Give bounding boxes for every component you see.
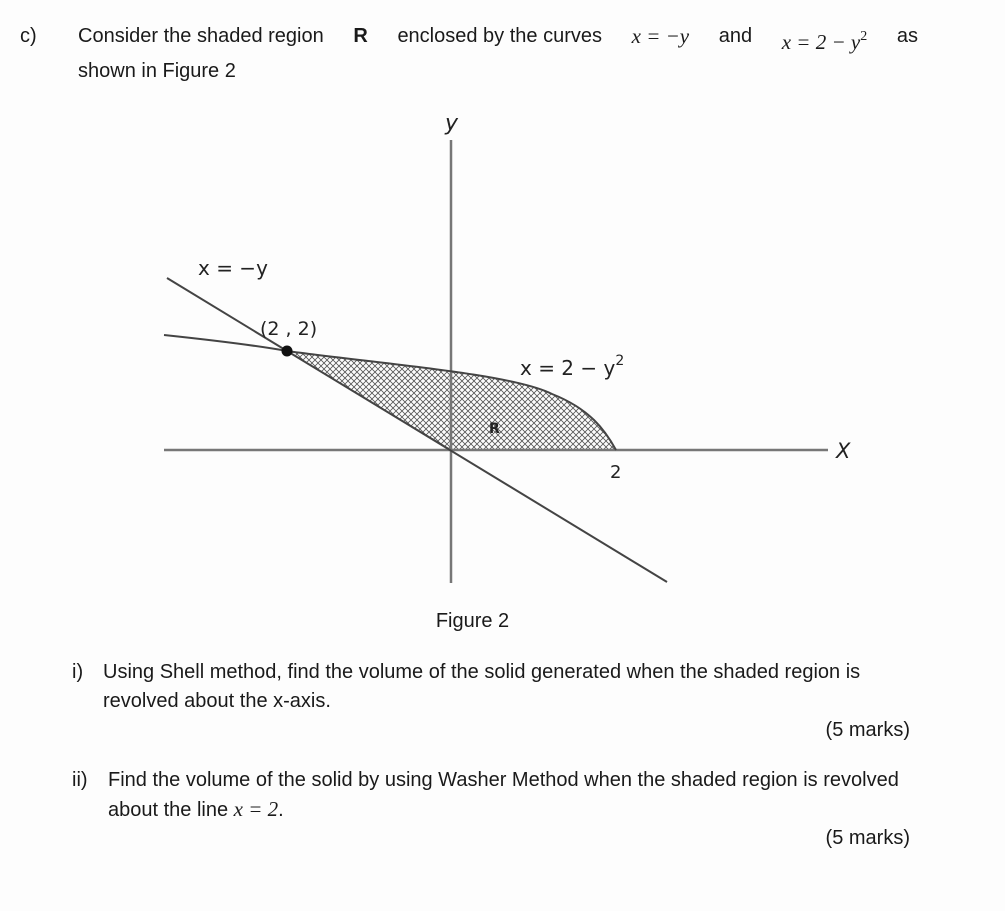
question-part-label: c): [20, 25, 37, 47]
figure-2-diagram: [150, 105, 870, 600]
x-axis-label: X: [836, 439, 851, 463]
point-label: (2 , 2): [260, 318, 318, 340]
intro-seg2: enclosed by the curves: [397, 25, 602, 47]
question-ii-text-before: Find the volume of the solid by using Washer Method when the shaded region is revolved about the line: [108, 769, 899, 821]
question-ii-text: [108, 766, 908, 825]
question-intro: [78, 22, 918, 86]
intro-and: and: [718, 25, 753, 47]
intro-line-1: [78, 22, 918, 57]
parabola-label-exponent: 2: [615, 353, 625, 369]
parabola-label-base: x = 2 − y: [520, 356, 616, 380]
intro-region-label: R: [353, 25, 368, 47]
question-i-number: i): [72, 661, 84, 683]
question-i-text: Using Shell method, find the volume of the solid generated when the shaded region is revolved about the x-axis.: [103, 661, 861, 712]
question-ii-marks: (5 marks): [825, 827, 910, 849]
figure-caption: Figure 2: [435, 610, 510, 632]
question-ii-text-after: .: [278, 799, 284, 821]
curve-parabola-equation: [782, 22, 867, 57]
question-ii-number: ii): [72, 769, 88, 791]
curve-parabola-exponent: 2: [860, 29, 868, 44]
line-label: x = −y: [198, 256, 268, 280]
curve-parabola-base: x = 2 − y: [781, 30, 861, 54]
parabola-label: [520, 353, 624, 380]
curve-line-equation: x = −y: [631, 24, 690, 48]
intro-seg1: Consider the shaded region: [78, 25, 324, 47]
intersection-point: [282, 346, 293, 357]
x-tick-label: 2: [610, 462, 622, 483]
y-axis-label: y: [445, 111, 459, 136]
intro-line-2: shown in Figure 2: [78, 60, 236, 82]
intro-as: as: [896, 25, 918, 47]
question-i-marks: (5 marks): [825, 719, 910, 741]
question-ii-math: x = 2: [233, 797, 279, 821]
region-label: R: [489, 421, 500, 437]
